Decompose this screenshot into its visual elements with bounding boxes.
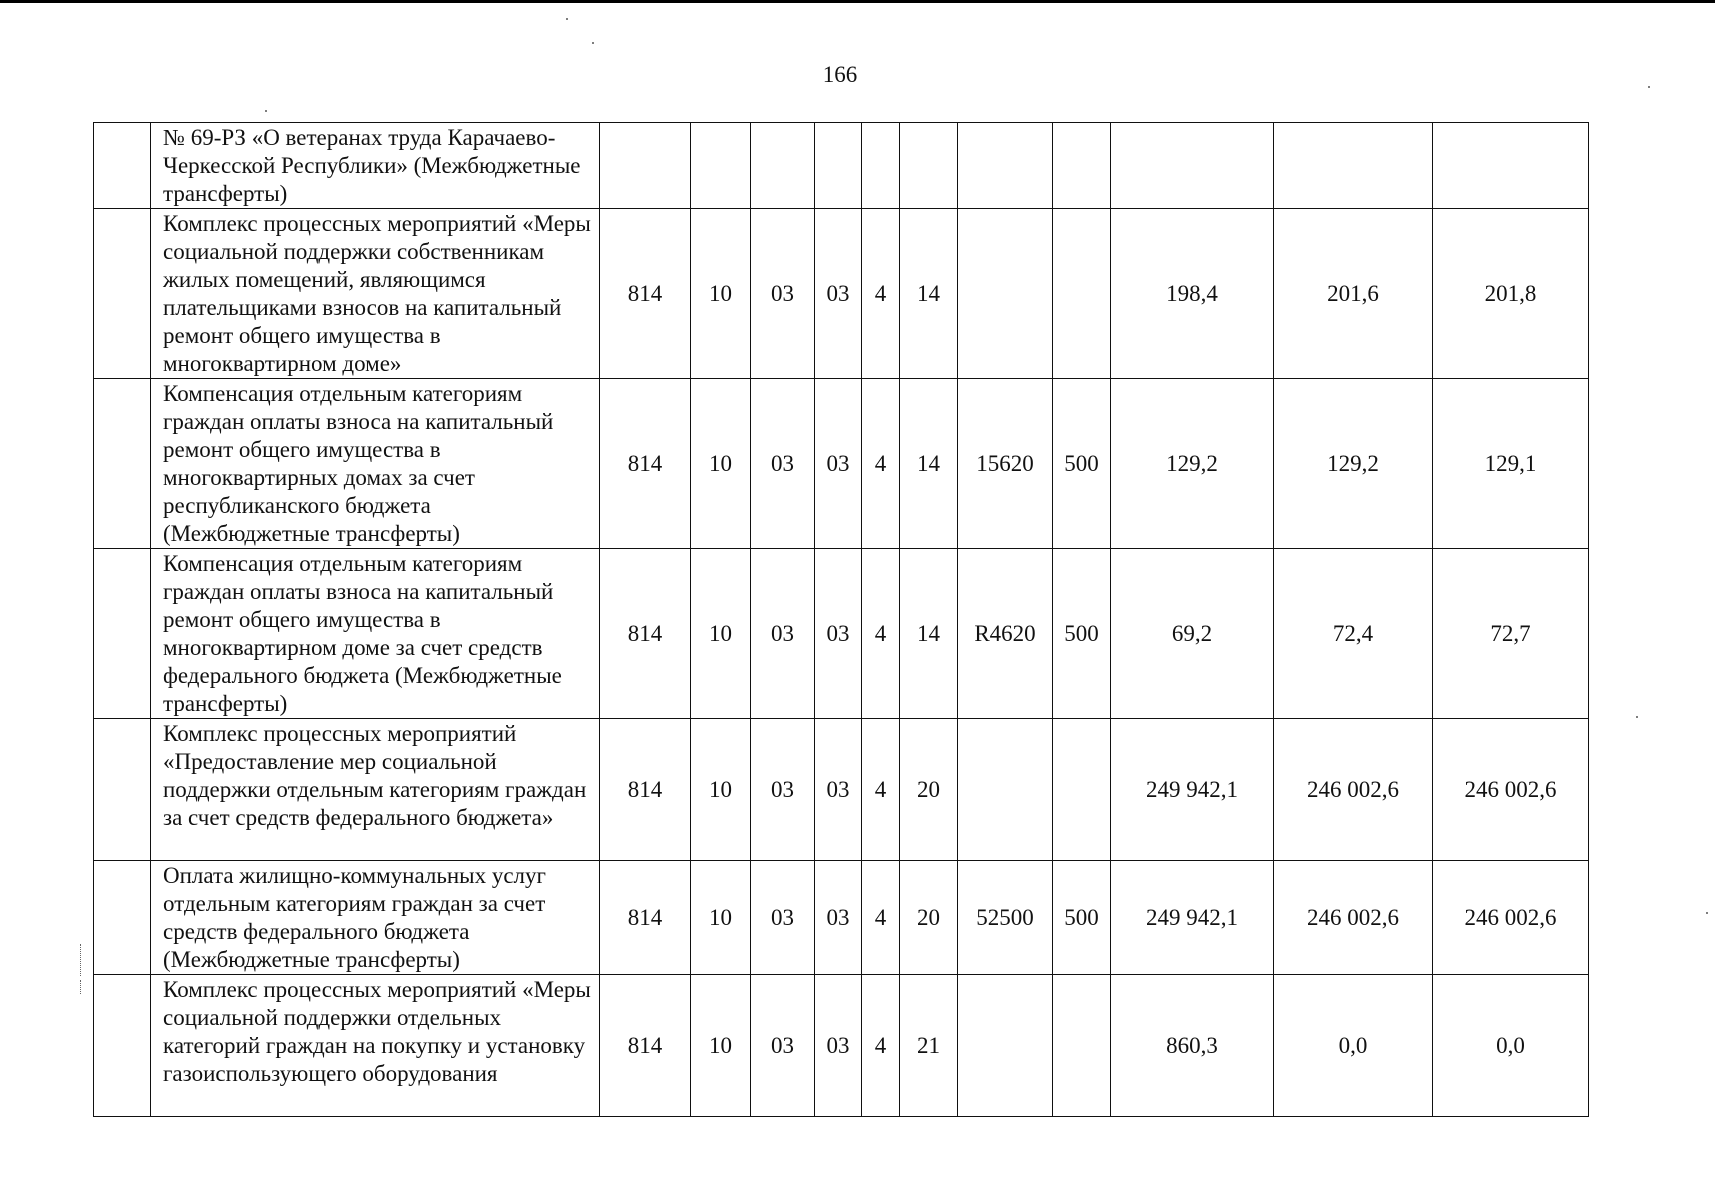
csr-part3-cell: 20 [900, 861, 958, 975]
sum-year2-cell: 72,4 [1274, 549, 1433, 719]
csr-part2-cell: 4 [862, 209, 900, 379]
item-name-cell: Оплата жилищно-коммунальных услуг отдельным категориям граждан за счет средств федерального бюджета (Межбюджетные трансферты) [151, 861, 600, 975]
scan-margin-mark [80, 944, 91, 976]
budget-table [93, 122, 1589, 1117]
sum-year3-cell: 129,1 [1433, 379, 1589, 549]
sum-year1-cell: 198,4 [1111, 209, 1274, 379]
table-row [94, 123, 1589, 209]
scan-speck [1706, 912, 1708, 914]
scan-speck [592, 42, 594, 44]
scan-margin-mark [80, 980, 91, 994]
sum-year3-cell: 201,8 [1433, 209, 1589, 379]
row-number-cell [94, 549, 151, 719]
csr-part1-cell: 03 [815, 549, 862, 719]
table-row [94, 549, 1589, 719]
vr-cell: 500 [1053, 379, 1111, 549]
csr-part1-cell: 03 [815, 719, 862, 861]
pr-cell [751, 123, 815, 209]
row-number-cell [94, 379, 151, 549]
csr-part4-cell: 52500 [958, 861, 1053, 975]
row-number-cell [94, 975, 151, 1117]
rz-cell: 10 [691, 719, 751, 861]
csr-part3-cell: 21 [900, 975, 958, 1117]
item-name-cell: Комплекс процессных мероприятий «Меры социальной поддержки отдельных категорий граждан на покупку и установку газоиспользующего оборудования [151, 975, 600, 1117]
csr-part4-cell [958, 719, 1053, 861]
item-name-cell: Комплекс процессных мероприятий «Меры социальной поддержки собственникам жилых помещений, являющимся плательщиками взносов на капитальный ремонт общего имущества в многоквартирном доме» [151, 209, 600, 379]
sum-year1-cell [1111, 123, 1274, 209]
sum-year2-cell: 246 002,6 [1274, 861, 1433, 975]
vr-cell [1053, 975, 1111, 1117]
csr-part1-cell: 03 [815, 975, 862, 1117]
gr-cell [600, 123, 691, 209]
rz-cell: 10 [691, 975, 751, 1117]
csr-part1-cell: 03 [815, 861, 862, 975]
vr-cell: 500 [1053, 549, 1111, 719]
csr-part2-cell: 4 [862, 379, 900, 549]
rz-cell: 10 [691, 209, 751, 379]
row-number-cell [94, 719, 151, 861]
item-name-cell: № 69-РЗ «О ветеранах труда Карачаево-Черкесской Республики» (Межбюджетные трансферты) [151, 123, 600, 209]
vr-cell: 500 [1053, 861, 1111, 975]
pr-cell: 03 [751, 719, 815, 861]
rz-cell: 10 [691, 861, 751, 975]
pr-cell: 03 [751, 379, 815, 549]
sum-year3-cell: 0,0 [1433, 975, 1589, 1117]
csr-part1-cell: 03 [815, 379, 862, 549]
pr-cell: 03 [751, 861, 815, 975]
vr-cell [1053, 209, 1111, 379]
row-number-cell [94, 209, 151, 379]
csr-part4-cell [958, 123, 1053, 209]
sum-year2-cell: 201,6 [1274, 209, 1433, 379]
sum-year2-cell: 0,0 [1274, 975, 1433, 1117]
csr-part2-cell: 4 [862, 861, 900, 975]
vr-cell [1053, 719, 1111, 861]
sum-year2-cell: 246 002,6 [1274, 719, 1433, 861]
scan-edge-line [0, 0, 1715, 3]
csr-part4-cell: R4620 [958, 549, 1053, 719]
scan-speck [265, 110, 267, 112]
table-row [94, 379, 1589, 549]
csr-part3-cell: 20 [900, 719, 958, 861]
pr-cell: 03 [751, 209, 815, 379]
item-name-cell: Компенсация отдельным категориям граждан оплаты взноса на капитальный ремонт общего имущества в многоквартирных домах за счет республиканского бюджета (Межбюджетные трансферты) [151, 379, 600, 549]
page-number: 166 [822, 62, 858, 87]
gr-cell: 814 [600, 719, 691, 861]
csr-part3-cell [900, 123, 958, 209]
csr-part2-cell: 4 [862, 719, 900, 861]
sum-year1-cell: 249 942,1 [1111, 719, 1274, 861]
csr-part3-cell: 14 [900, 379, 958, 549]
sum-year3-cell [1433, 123, 1589, 209]
sum-year2-cell [1274, 123, 1433, 209]
csr-part2-cell: 4 [862, 549, 900, 719]
sum-year1-cell: 249 942,1 [1111, 861, 1274, 975]
csr-part2-cell [862, 123, 900, 209]
item-name-cell: Компенсация отдельным категориям граждан оплаты взноса на капитальный ремонт общего имущества в многоквартирном доме за счет средств федерального бюджета (Межбюджетные трансферты) [151, 549, 600, 719]
item-name-cell: Комплекс процессных мероприятий «Предоставление мер социальной поддержки отдельным категориям граждан за счет средств федерального бюджета» [151, 719, 600, 861]
sum-year2-cell: 129,2 [1274, 379, 1433, 549]
sum-year3-cell: 246 002,6 [1433, 719, 1589, 861]
gr-cell: 814 [600, 861, 691, 975]
sum-year1-cell: 129,2 [1111, 379, 1274, 549]
row-number-cell [94, 861, 151, 975]
vr-cell [1053, 123, 1111, 209]
csr-part1-cell [815, 123, 862, 209]
csr-part3-cell: 14 [900, 549, 958, 719]
scan-speck [566, 18, 568, 20]
pr-cell: 03 [751, 975, 815, 1117]
csr-part3-cell: 14 [900, 209, 958, 379]
table-row [94, 719, 1589, 861]
csr-part2-cell: 4 [862, 975, 900, 1117]
gr-cell: 814 [600, 549, 691, 719]
scan-speck [1636, 716, 1638, 718]
rz-cell: 10 [691, 549, 751, 719]
gr-cell: 814 [600, 379, 691, 549]
csr-part4-cell [958, 975, 1053, 1117]
rz-cell: 10 [691, 379, 751, 549]
rz-cell [691, 123, 751, 209]
sum-year3-cell: 246 002,6 [1433, 861, 1589, 975]
scan-speck [1648, 86, 1650, 88]
table-row [94, 861, 1589, 975]
csr-part4-cell [958, 209, 1053, 379]
gr-cell: 814 [600, 975, 691, 1117]
row-number-cell [94, 123, 151, 209]
sum-year1-cell: 69,2 [1111, 549, 1274, 719]
csr-part4-cell: 15620 [958, 379, 1053, 549]
table-row [94, 975, 1589, 1117]
gr-cell: 814 [600, 209, 691, 379]
sum-year3-cell: 72,7 [1433, 549, 1589, 719]
pr-cell: 03 [751, 549, 815, 719]
csr-part1-cell: 03 [815, 209, 862, 379]
table-row [94, 209, 1589, 379]
sum-year1-cell: 860,3 [1111, 975, 1274, 1117]
